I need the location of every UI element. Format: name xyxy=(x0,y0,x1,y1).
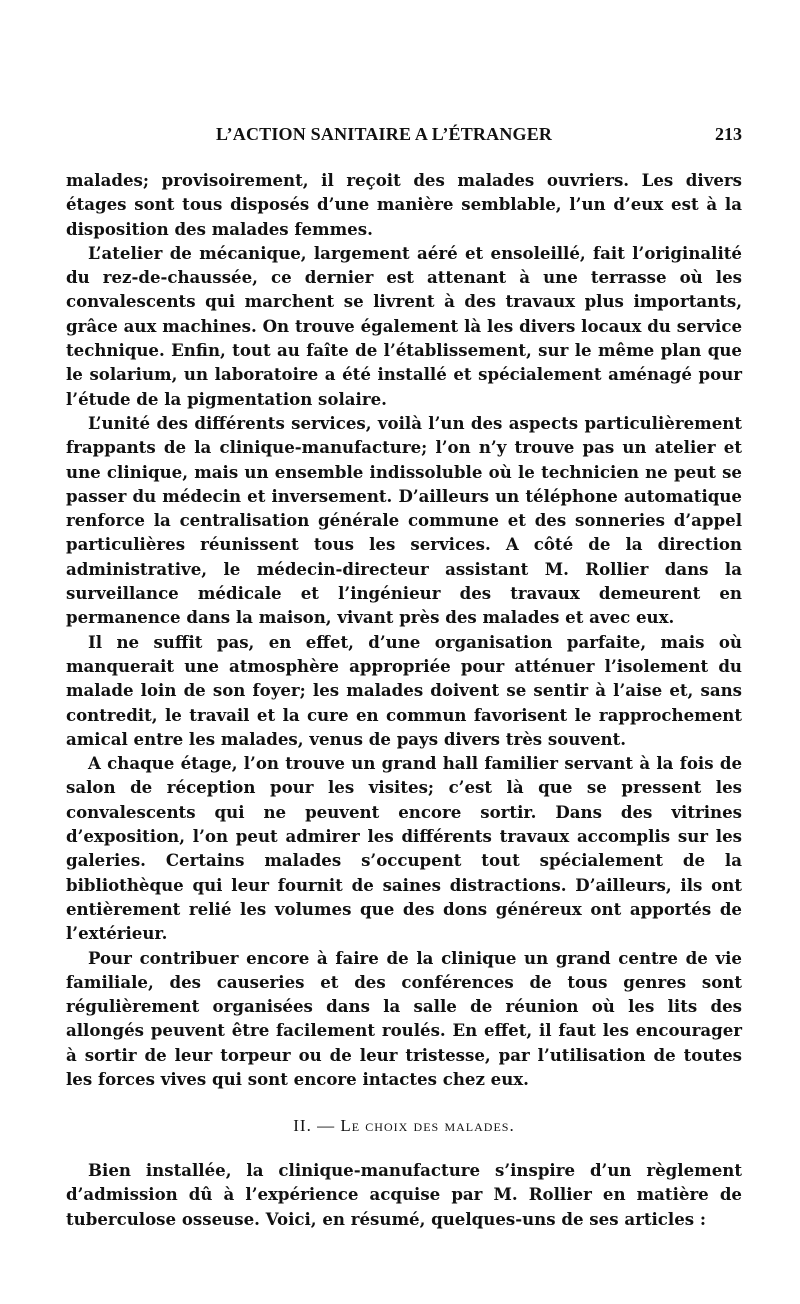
paragraph: Il ne suffit pas, en effet, d’une organisation parfaite, mais où manquerait une atmosphère appropriée pour atténuer l’isolement du malade loin de son foyer; les malades doivent se sentir à l’aise et, sans contredit, le travail et la cure en commun favorisent le rapprochement amical entre les malades, venus de pays divers très souvent. xyxy=(66,631,742,749)
section-title: Le choix des malades. xyxy=(340,1116,515,1135)
section-heading xyxy=(66,1116,742,1136)
paragraph: Bien installée, la clinique-manufacture s’inspire d’un règlement d’admission dû à l’expérience acquise par M. Rollier en matière de tuberculose osseuse. Voici, en résumé, quelques-uns de ses articles : xyxy=(66,1160,742,1229)
paragraph: L’atelier de mécanique, largement aéré et ensoleillé, fait l’originalité du rez-de-chaussée, ce dernier est attenant à une terrasse où les convalescents qui marchent se livrent à des travaux plus importants, grâce aux machines. On trouve également là les divers locaux du service technique. Enfin, tout au faîte de l’établissement, sur le même plan que le solarium, un laboratoire a été installé et spécialement aménagé pour l’étude de la pigmentation solaire. xyxy=(66,242,742,409)
page-number: 213 xyxy=(715,124,742,144)
paragraph: A chaque étage, l’on trouve un grand hall familier servant à la fois de salon de réception pour les visites; c’est là que se pressent les convalescents qui ne peuvent encore sortir. Dans des vitrines d’exposition, l’on peut admirer les différents travaux accomplis sur les galeries. Certains malades s’occupent tout spécialement de la bibliothèque qui leur fournit de saines distractions. D’ailleurs, ils ont entièrement relié les volumes que des dons généreux ont apportés de l’extérieur. xyxy=(66,753,742,944)
paragraph: L’unité des différents services, voilà l’un des aspects particulièrement frappants de la clinique-manufacture; l’on n’y trouve pas un atelier et une clinique, mais un ensemble indissoluble où le technicien ne peut se passer du médecin et inversement. D’ailleurs un téléphone automatique renforce la centralisation générale commune et des sonneries d’appel particulières réunissent tous les services. A côté de la direction administrative, le médecin-directeur assistant M. Rollier dans la surveillance médicale et l’ingénieur des travaux demeurent en permanence dans la maison, vivant près des malades et avec eux. xyxy=(66,412,742,628)
page-header xyxy=(66,124,742,148)
section-number: II. — xyxy=(293,1116,336,1135)
paragraph: Pour contribuer encore à faire de la clinique un grand centre de vie familiale, des causeries et des conférences de tous genres sont régulièrement organisées dans la salle de réunion où les lits des allongés peuvent être facilement roulés. En effet, il faut les encourager à sortir de leur torpeur ou de leur tristesse, par l’utilisation de toutes les forces vives qui sont encore intactes chez eux. xyxy=(66,947,742,1089)
section-body xyxy=(66,1158,742,1231)
running-title: L’ACTION SANITAIRE A L’ÉTRANGER xyxy=(216,124,553,144)
body-text xyxy=(66,168,742,1091)
paragraph: malades; provisoirement, il reçoit des malades ouvriers. Les divers étages sont tous disposés d’une manière semblable, l’un d’eux est à la disposition des malades femmes. xyxy=(66,170,742,239)
